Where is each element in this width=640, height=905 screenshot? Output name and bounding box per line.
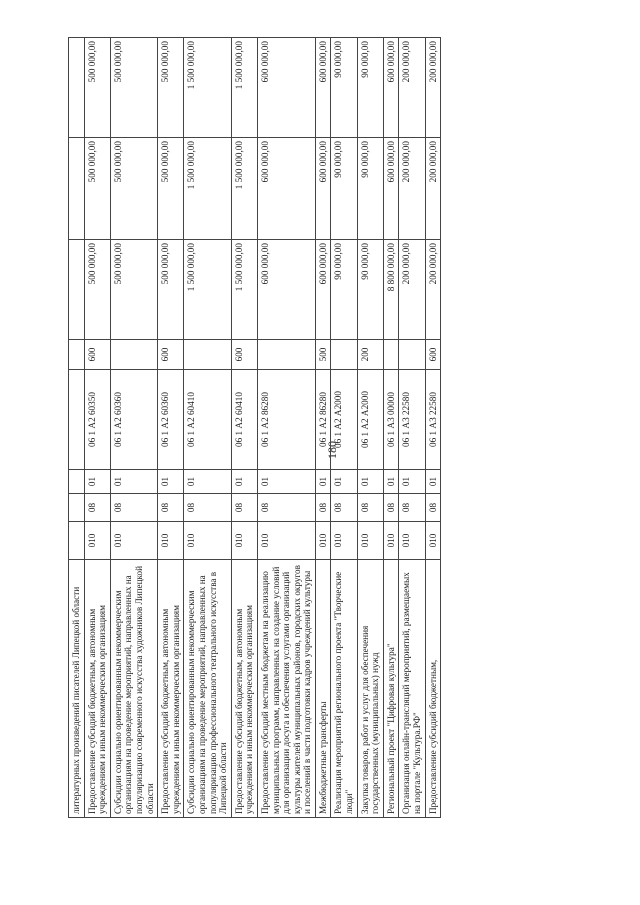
table-row [158, 38, 184, 818]
ministry-code: 010 [110, 522, 157, 560]
ministry-code [69, 522, 85, 560]
subsection-code: 01 [158, 470, 184, 494]
section-code: 08 [84, 494, 110, 522]
row-name: Межбюджетные трансферты [315, 560, 331, 818]
ministry-code: 010 [84, 522, 110, 560]
amount-year-1: 90 000,00 [331, 240, 357, 340]
amount-year-2: 200 000,00 [425, 138, 441, 240]
subsection-code: 01 [425, 470, 441, 494]
target-article-code: 06 1 А2 60410 [231, 370, 257, 470]
expense-type-code: 200 [357, 340, 383, 370]
table-row [399, 38, 425, 818]
table-row [231, 38, 257, 818]
row-name: Региональный проект "Цифровая культура" [383, 560, 399, 818]
amount-year-2: 1 500 000,00 [231, 138, 257, 240]
subsection-code [69, 470, 85, 494]
table-row [110, 38, 157, 818]
subsection-code: 01 [110, 470, 157, 494]
amount-year-1: 500 000,00 [158, 240, 184, 340]
expense-type-code: 600 [231, 340, 257, 370]
subsection-code: 01 [257, 470, 315, 494]
amount-year-2: 600 000,00 [383, 138, 399, 240]
section-code: 08 [357, 494, 383, 522]
target-article-code: 06 1 А2 А2000 [357, 370, 383, 470]
amount-year-2: 200 000,00 [399, 138, 425, 240]
target-article-code: 06 1 А3 22580 [399, 370, 425, 470]
section-code [69, 494, 85, 522]
amount-year-3: 200 000,00 [425, 38, 441, 138]
amount-year-1: 500 000,00 [84, 240, 110, 340]
section-code: 08 [257, 494, 315, 522]
section-code: 08 [184, 494, 231, 522]
expense-type-code [69, 340, 85, 370]
amount-year-3: 500 000,00 [110, 38, 157, 138]
amount-year-2: 500 000,00 [84, 138, 110, 240]
expense-type-code: 600 [425, 340, 441, 370]
amount-year-3: 600 000,00 [257, 38, 315, 138]
table-row [383, 38, 399, 818]
section-code: 08 [425, 494, 441, 522]
ministry-code: 010 [331, 522, 357, 560]
amount-year-3 [69, 38, 85, 138]
row-name: Организация онлайн-трансляций мероприятий, размещаемых на портале "Культура.РФ" [399, 560, 425, 818]
amount-year-3: 500 000,00 [84, 38, 110, 138]
amount-year-1 [69, 240, 85, 340]
target-article-code: 06 1 А2 86280 [257, 370, 315, 470]
table-row [257, 38, 315, 818]
amount-year-2: 90 000,00 [331, 138, 357, 240]
amount-year-1: 200 000,00 [399, 240, 425, 340]
row-name: Предоставление субсидий бюджетным, [425, 560, 441, 818]
ministry-code: 010 [158, 522, 184, 560]
table-row [331, 38, 357, 818]
expense-type-code: 500 [315, 340, 331, 370]
amount-year-3: 1 500 000,00 [184, 38, 231, 138]
amount-year-1: 90 000,00 [357, 240, 383, 340]
ministry-code: 010 [357, 522, 383, 560]
section-code: 08 [315, 494, 331, 522]
amount-year-2: 600 000,00 [257, 138, 315, 240]
row-name: Предоставление субсидий бюджетным, автономным учреждениям и иным некоммерческим организациям [231, 560, 257, 818]
row-name: Предоставление субсидий местным бюджетам на реализацию муниципальных программ, направленных на создание условий для организации досуга и обеспечения услугами организаций культуры жителей муниципальных районов, городских округов и поселений в части подготовки кадров учреждений культуры [257, 560, 315, 818]
ministry-code: 010 [399, 522, 425, 560]
amount-year-1: 500 000,00 [110, 240, 157, 340]
target-article-code: 06 1 А2 60360 [158, 370, 184, 470]
amount-year-2: 500 000,00 [110, 138, 157, 240]
amount-year-1: 600 000,00 [257, 240, 315, 340]
ministry-code: 010 [425, 522, 441, 560]
amount-year-3: 600 000,00 [383, 38, 399, 138]
subsection-code: 01 [315, 470, 331, 494]
target-article-code [69, 370, 85, 470]
row-name: литературных произведений писателей Липецкой области [69, 560, 85, 818]
section-code: 08 [383, 494, 399, 522]
expense-type-code [110, 340, 157, 370]
amount-year-3: 90 000,00 [331, 38, 357, 138]
amount-year-1: 1 500 000,00 [231, 240, 257, 340]
ministry-code: 010 [184, 522, 231, 560]
amount-year-2: 500 000,00 [158, 138, 184, 240]
row-name: Закупка товаров, работ и услуг для обеспечения государственных (муниципальных) нужд [357, 560, 383, 818]
amount-year-1: 8 800 000,00 [383, 240, 399, 340]
expense-type-code [399, 340, 425, 370]
amount-year-3: 500 000,00 [158, 38, 184, 138]
section-code: 08 [110, 494, 157, 522]
amount-year-3: 200 000,00 [399, 38, 425, 138]
budget-table [68, 37, 441, 818]
expense-type-code: 600 [84, 340, 110, 370]
expense-type-code: 600 [158, 340, 184, 370]
amount-year-2 [69, 138, 85, 240]
amount-year-1: 200 000,00 [425, 240, 441, 340]
row-name: Предоставление субсидий бюджетным, автономным учреждениям и иным некоммерческим организациям [158, 560, 184, 818]
row-name: Предоставление субсидий бюджетным, автономным учреждениям и иным некоммерческим организациям [84, 560, 110, 818]
expense-type-code [257, 340, 315, 370]
budget-table-rotated [68, 38, 590, 818]
target-article-code: 06 1 А2 60350 [84, 370, 110, 470]
expense-type-code [331, 340, 357, 370]
amount-year-1: 1 500 000,00 [184, 240, 231, 340]
amount-year-2: 90 000,00 [357, 138, 383, 240]
ministry-code: 010 [383, 522, 399, 560]
amount-year-3: 90 000,00 [357, 38, 383, 138]
ministry-code: 010 [315, 522, 331, 560]
ministry-code: 010 [257, 522, 315, 560]
row-name: Реализация мероприятий регионального проекта "Творческие люди" [331, 560, 357, 818]
table-row [84, 38, 110, 818]
ministry-code: 010 [231, 522, 257, 560]
subsection-code: 01 [84, 470, 110, 494]
page-number: 180 [325, 441, 339, 459]
table-row [315, 38, 331, 818]
amount-year-3: 600 000,00 [315, 38, 331, 138]
subsection-code: 01 [231, 470, 257, 494]
amount-year-2: 1 500 000,00 [184, 138, 231, 240]
subsection-code: 01 [383, 470, 399, 494]
amount-year-3: 1 500 000,00 [231, 38, 257, 138]
amount-year-2: 600 000,00 [315, 138, 331, 240]
target-article-code: 06 1 А2 86280 [315, 370, 331, 470]
target-article-code: 06 1 А3 00000 [383, 370, 399, 470]
subsection-code: 01 [184, 470, 231, 494]
row-name: Субсидии социально ориентированным некоммерческим организациям на проведение мероприятий, направленных на популяризацию современного искусства художников Липецкой области [110, 560, 157, 818]
expense-type-code [184, 340, 231, 370]
table-row [69, 38, 85, 818]
target-article-code: 06 1 А3 22580 [425, 370, 441, 470]
section-code: 08 [399, 494, 425, 522]
target-article-code: 06 1 А2 60410 [184, 370, 231, 470]
subsection-code: 01 [399, 470, 425, 494]
table-row [184, 38, 231, 818]
target-article-code: 06 1 А2 А2000 [331, 370, 357, 470]
amount-year-1: 600 000,00 [315, 240, 331, 340]
section-code: 08 [158, 494, 184, 522]
section-code: 08 [231, 494, 257, 522]
section-code: 08 [331, 494, 357, 522]
table-row [425, 38, 441, 818]
row-name: Субсидии социально ориентированным некоммерческим организациям на проведение мероприятий, направленных на популяризацию профессионального театрального искусства в Липецкой области [184, 560, 231, 818]
expense-type-code [383, 340, 399, 370]
subsection-code: 01 [331, 470, 357, 494]
target-article-code: 06 1 А2 60360 [110, 370, 157, 470]
table-row [357, 38, 383, 818]
subsection-code: 01 [357, 470, 383, 494]
